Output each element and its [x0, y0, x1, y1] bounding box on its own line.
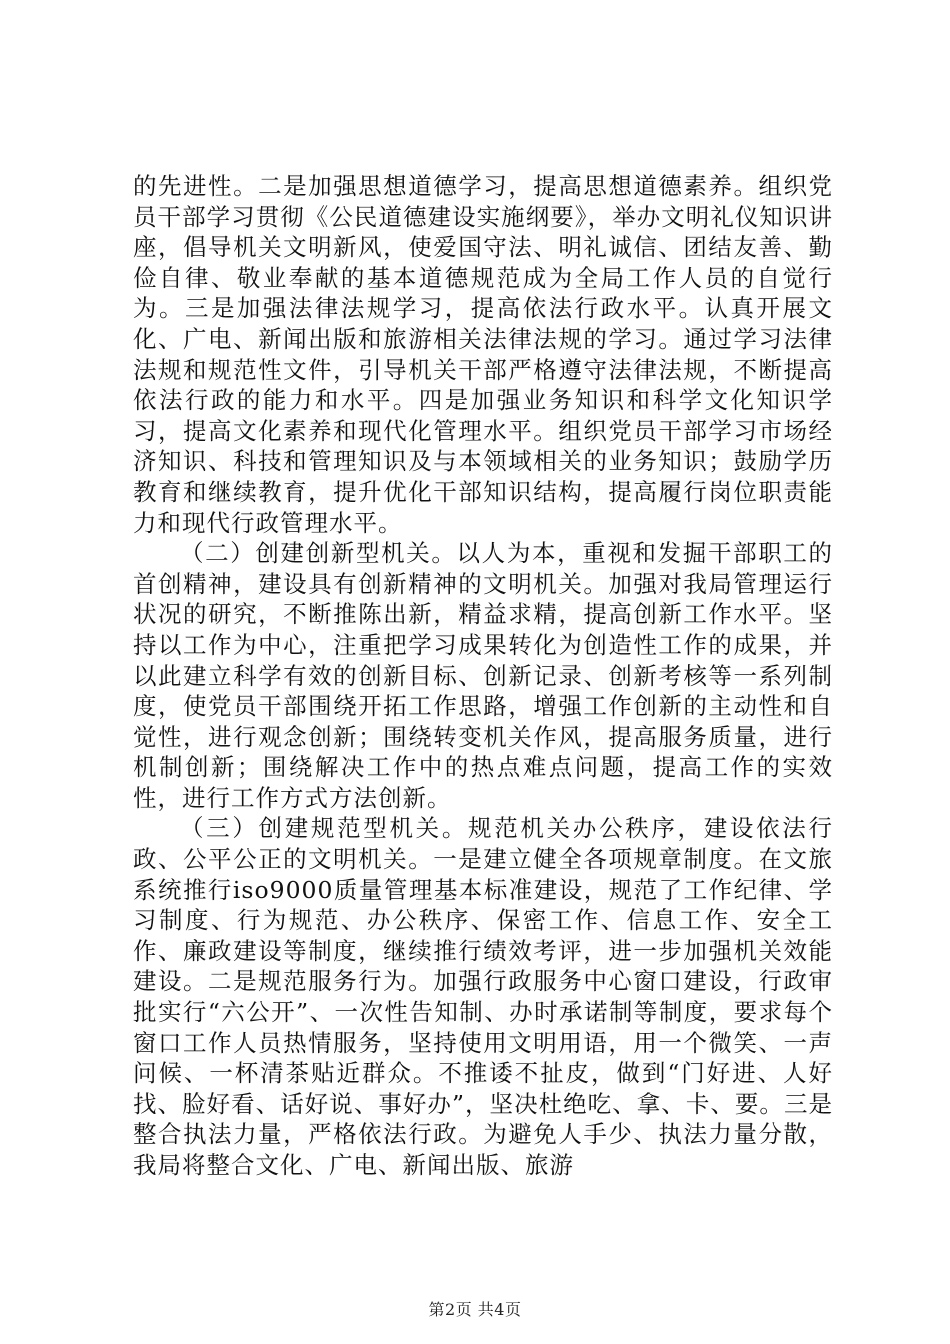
- paragraph-3: （三）创建规范型机关。规范机关办公秩序，建设依法行政、公平公正的文明机关。一是建立健全各项规章制度。在文旅系统推行iso9000质量管理基本标准建设，规范了工作纪律、学习制度、行为规范、办公秩序、保密工作、信息工作、安全工作、廉政建设等制度，继续推行绩效考评，进一步加强机关效能建设。二是规范服务行为。加强行政服务中心窗口建设，行政审批实行“六公开”、一次性告知制、办时承诺制等制度，要求每个窗口工作人员热情服务，坚持使用文明用语，用一个微笑、一声问候、一杯清茶贴近群众。不推诿不扯皮，做到“门好进、人好找、脸好看、话好说、事好办”，坚决杜绝吃、拿、卡、要。三是整合执法力量，严格依法行政。为避免人手少、执法力量分散，我局将整合文化、广电、新闻出版、旅游: [133, 814, 833, 1179]
- paragraph-2: （二）创建创新型机关。以人为本，重视和发掘干部职工的首创精神，建设具有创新精神的文明机关。加强对我局管理运行状况的研究，不断推陈出新，精益求精，提高创新工作水平。坚持以工作为中心，注重把学习成果转化为创造性工作的成果，并以此建立科学有效的创新目标、创新记录、创新考核等一系列制度，使党员干部围绕开拓工作思路，增强工作创新的主动性和自觉性，进行观念创新；围绕转变机关作风，提高服务质量，进行机制创新；围绕解决工作中的热点难点问题，提高工作的实效性，进行工作方式方法创新。: [133, 539, 833, 812]
- paragraph-1: 的先进性。二是加强思想道德学习，提高思想道德素养。组织党员干部学习贯彻《公民道德建设实施纲要》，举办文明礼仪知识讲座，倡导机关文明新风，使爱国守法、明礼诚信、团结友善、勤俭自律、敬业奉献的基本道德规范成为全局工作人员的自觉行为。三是加强法律法规学习，提高依法行政水平。认真开展文化、广电、新闻出版和旅游相关法律法规的学习。通过学习法律法规和规范性文件，引导机关干部严格遵守法律法规，不断提高依法行政的能力和水平。四是加强业务知识和科学文化知识学习，提高文化素养和现代化管理水平。组织党员干部学习市场经济知识、科技和管理知识及与本领域相关的业务知识；鼓励学历教育和继续教育，提升优化干部知识结构，提高履行岗位职责能力和现代行政管理水平。: [133, 172, 833, 537]
- page-number-footer: 第2页 共4页: [428, 1300, 522, 1319]
- body-text: [133, 171, 833, 1181]
